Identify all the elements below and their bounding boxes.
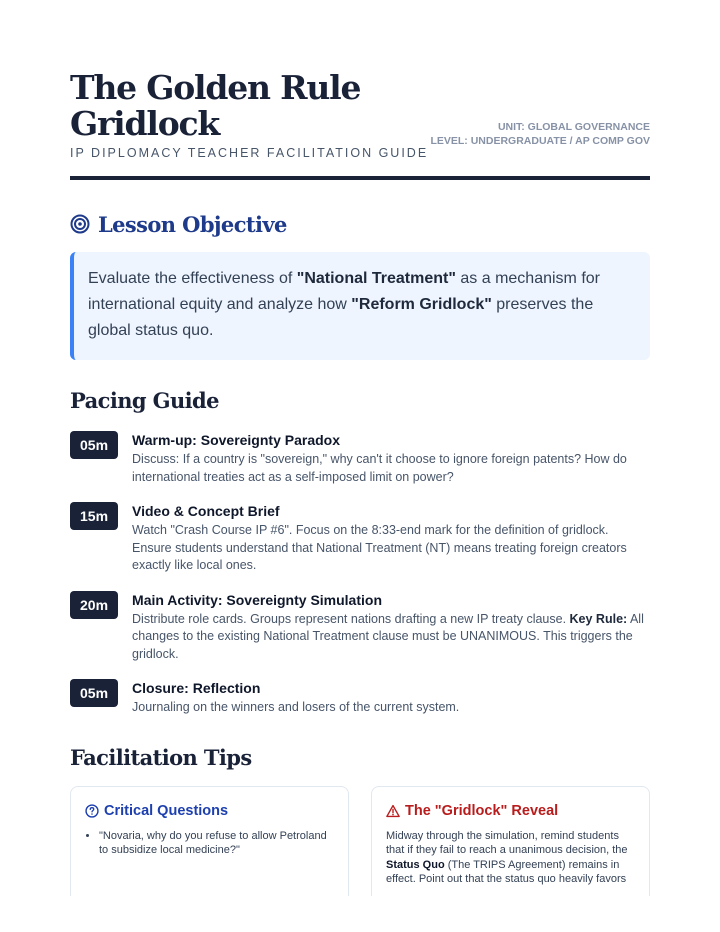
pacing-item-desc: Discuss: If a country is "sovereign," why can't it choose to ignore foreign patents? How do international treaties act as a self-imposed limit on power? — [132, 452, 627, 484]
pacing-desc-text: All changes to the existing National Treatment clause must be UNANIMOUS. This triggers the gridlock. — [132, 611, 644, 661]
pacing-item-body — [132, 502, 650, 575]
warning-triangle-icon — [386, 804, 400, 818]
objective-bold-1: "National Treatment" — [296, 270, 456, 287]
target-icon — [70, 214, 90, 234]
pacing-item — [70, 591, 650, 664]
pacing-item — [70, 431, 650, 486]
time-badge: 05m — [70, 679, 118, 707]
objective-text-3: preserves the global status quo. — [88, 296, 594, 339]
gridlock-reveal-text — [386, 829, 635, 887]
key-rule-label: Key Rule: — [569, 611, 628, 626]
objective-heading — [70, 210, 650, 238]
reveal-text: Midway through the simulation, remind students that if they fail to reach a unanimous decision, the — [386, 829, 628, 856]
pacing-item-desc — [132, 611, 650, 664]
pacing-item-title: Main Activity: Sovereignty Simulation — [132, 591, 383, 608]
page-subtitle: IP DIPLOMACY TEACHER FACILITATION GUIDE — [70, 146, 429, 160]
pacing-item — [70, 679, 650, 717]
status-quo-label: Status Quo — [386, 858, 445, 871]
gridlock-reveal-heading — [386, 803, 635, 819]
unit-label: UNIT: GLOBAL GOVERNANCE — [497, 121, 650, 133]
pacing-title: Pacing Guide — [70, 388, 219, 413]
gridlock-reveal-title: The "Gridlock" Reveal — [405, 802, 559, 819]
objective-title: Lesson Objective — [98, 211, 287, 237]
critical-questions-heading — [85, 803, 334, 819]
pacing-item-body — [132, 591, 650, 664]
pacing-item-title: Warm-up: Sovereignty Paradox — [132, 432, 341, 448]
critical-questions-title: Critical Questions — [104, 802, 229, 819]
list-item: • "Novaria, why do you refuse to allow Petroland to subsidize local medicine?" — [99, 829, 334, 857]
pacing-item-desc: Journaling on the winners and losers of the current system. — [132, 700, 460, 714]
pacing-item — [70, 502, 650, 575]
gridlock-reveal-card — [371, 786, 650, 896]
reveal-text: (The TRIPS Agreement) remains in effect. Point out that the status quo heavily favors — [386, 858, 627, 885]
objective-callout — [70, 252, 650, 360]
critical-questions-card — [70, 786, 349, 896]
tips-grid — [70, 786, 650, 896]
tips-section — [70, 745, 650, 896]
guide-header — [70, 0, 650, 180]
objective-section — [70, 210, 650, 360]
pacing-item-body — [132, 431, 650, 486]
objective-bold-2: "Reform Gridlock" — [351, 296, 492, 313]
critical-questions-list — [85, 829, 334, 857]
pacing-desc-text: Distribute role cards. Groups represent nations drafting a new IP treaty clause. — [132, 611, 570, 626]
tips-title: Facilitation Tips — [70, 744, 252, 770]
pacing-section — [70, 388, 650, 717]
objective-text-2: as a mechanism for international equity and analyze how — [88, 270, 600, 313]
pacing-item-title: Video & Concept Brief — [132, 503, 280, 519]
objective-text-1: Evaluate the effectiveness of — [88, 270, 297, 287]
pacing-item-desc: Watch "Crash Course IP #6". Focus on the 8:33-end mark for the definition of gridlock. Ensure students understand that National Treatment (NT) means treating foreign creators exactly like local ones. — [132, 523, 627, 572]
course-meta — [420, 120, 650, 148]
pacing-item-title: Closure: Reflection — [132, 680, 261, 696]
time-badge: 15m — [70, 502, 118, 530]
time-badge: 05m — [70, 431, 118, 459]
pacing-list — [70, 431, 650, 717]
pacing-item-body — [132, 679, 650, 717]
question-circle-icon — [85, 804, 99, 818]
level-label: LEVEL: UNDERGRADUATE / AP COMP GOV — [430, 135, 650, 147]
page-title: The Golden Rule Gridlock — [70, 68, 361, 143]
time-badge: 20m — [70, 591, 118, 619]
